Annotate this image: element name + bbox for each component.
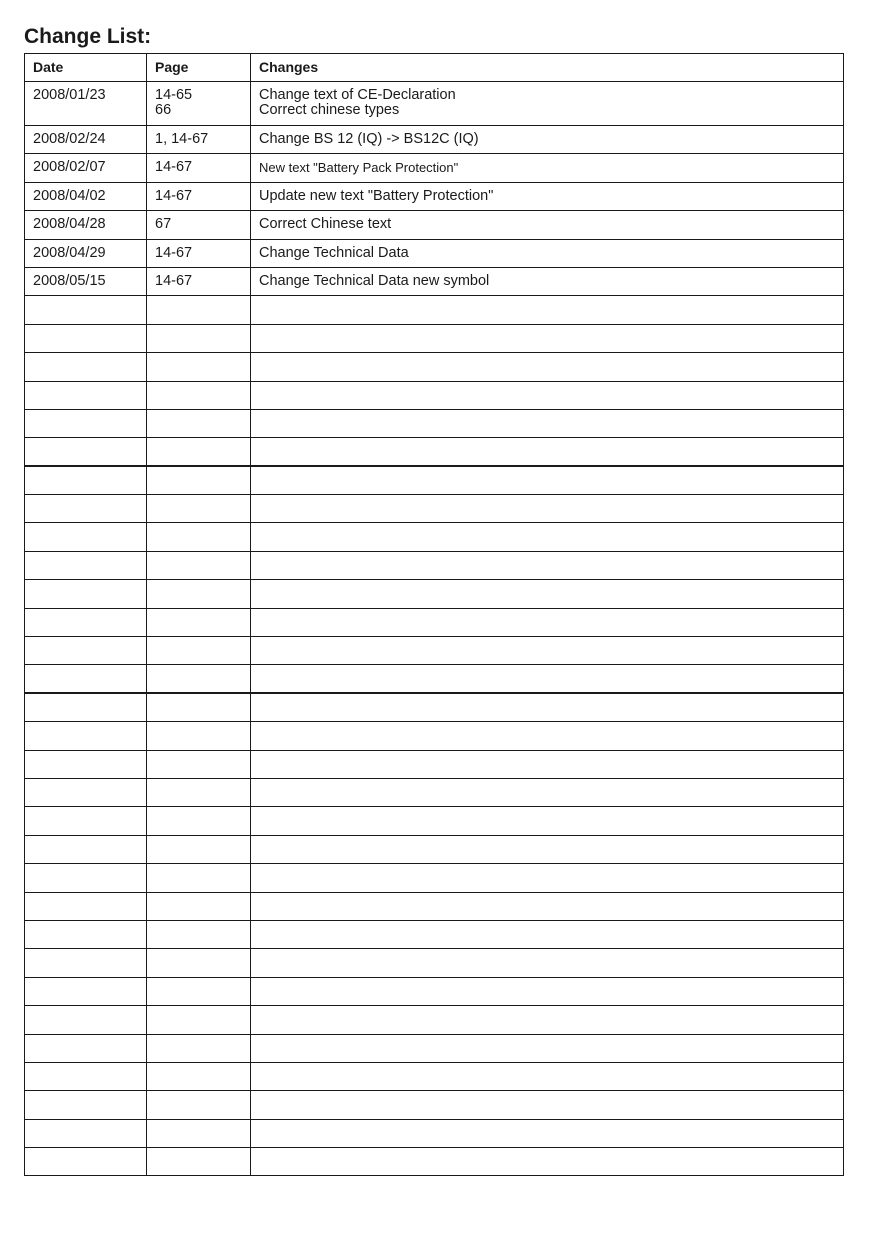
page-title: Change List: [24,25,152,48]
empty-table-row [25,1062,844,1090]
empty-table-row [25,296,844,324]
empty-table-row [25,381,844,409]
cell-page [147,1034,251,1062]
cell-changes: Update new text "Battery Protection" [251,182,844,210]
cell-changes [251,835,844,863]
cell-changes [251,353,844,381]
cell-date [25,381,147,409]
cell-changes [251,324,844,352]
empty-table-row [25,324,844,352]
table-header-row [25,54,844,82]
cell-changes [251,920,844,948]
cell-date [25,892,147,920]
cell-date [25,637,147,665]
cell-page [147,551,251,579]
cell-page: 14-67 [147,239,251,267]
empty-table-row [25,977,844,1005]
empty-table-row [25,438,844,466]
cell-changes [251,722,844,750]
cell-page [147,495,251,523]
cell-changes [251,693,844,721]
cell-page [147,722,251,750]
empty-table-row [25,920,844,948]
cell-changes [251,1119,844,1147]
cell-changes: New text "Battery Pack Protection" [251,154,844,182]
empty-table-row [25,551,844,579]
change-list-table [24,53,844,1176]
cell-date [25,551,147,579]
cell-page [147,438,251,466]
cell-date [25,608,147,636]
empty-table-row [25,637,844,665]
cell-page: 67 [147,211,251,239]
empty-table-row [25,778,844,806]
empty-table-row [25,807,844,835]
table-row [25,239,844,267]
empty-table-row [25,722,844,750]
cell-date [25,778,147,806]
cell-page: 14-67 [147,182,251,210]
cell-date [25,1119,147,1147]
empty-table-row [25,608,844,636]
empty-table-row [25,495,844,523]
empty-table-row [25,580,844,608]
cell-page [147,949,251,977]
cell-date [25,949,147,977]
column-header-changes: Changes [251,54,844,82]
cell-changes [251,977,844,1005]
cell-page [147,466,251,494]
cell-date [25,523,147,551]
cell-date [25,324,147,352]
cell-date [25,1034,147,1062]
cell-page [147,1119,251,1147]
cell-date [25,580,147,608]
cell-changes [251,495,844,523]
cell-changes [251,1091,844,1119]
cell-changes [251,580,844,608]
cell-page [147,637,251,665]
cell-page-line: 14-65 [155,87,193,103]
cell-changes: Change Technical Data [251,239,844,267]
cell-date [25,1148,147,1176]
cell-changes [251,892,844,920]
cell-changes [251,864,844,892]
cell-date [25,977,147,1005]
cell-page [147,807,251,835]
cell-page [147,523,251,551]
cell-changes [251,665,844,693]
cell-page [147,892,251,920]
cell-date [25,466,147,494]
empty-table-row [25,1006,844,1034]
cell-date [25,1091,147,1119]
cell-changes [251,778,844,806]
cell-page [147,409,251,437]
cell-page [147,977,251,1005]
empty-table-row [25,892,844,920]
cell-date: 2008/01/23 [25,82,147,126]
empty-table-row [25,1034,844,1062]
empty-table-row [25,949,844,977]
cell-date [25,296,147,324]
cell-page [147,82,251,126]
cell-date [25,835,147,863]
cell-page [147,1091,251,1119]
column-header-page: Page [147,54,251,82]
cell-date [25,807,147,835]
cell-page-line: 66 [155,102,172,118]
cell-date [25,920,147,948]
table-row [25,154,844,182]
cell-page [147,1062,251,1090]
cell-page [147,920,251,948]
table-row [25,182,844,210]
table-row [25,267,844,295]
cell-page: 14-67 [147,267,251,295]
cell-date: 2008/04/29 [25,239,147,267]
cell-changes [251,82,844,126]
cell-page [147,778,251,806]
cell-changes [251,637,844,665]
cell-date: 2008/05/15 [25,267,147,295]
cell-date [25,1006,147,1034]
empty-table-row [25,835,844,863]
cell-date [25,438,147,466]
cell-changes [251,438,844,466]
cell-page [147,750,251,778]
cell-changes [251,608,844,636]
cell-changes-line: Correct chinese types [259,102,400,118]
cell-changes [251,1034,844,1062]
cell-changes [251,750,844,778]
cell-date: 2008/04/28 [25,211,147,239]
empty-table-row [25,523,844,551]
cell-page [147,835,251,863]
empty-table-row [25,693,844,721]
empty-table-row [25,409,844,437]
cell-changes [251,409,844,437]
cell-changes [251,466,844,494]
empty-table-row [25,1148,844,1176]
cell-changes [251,1148,844,1176]
cell-date: 2008/04/02 [25,182,147,210]
cell-date [25,409,147,437]
cell-changes [251,1006,844,1034]
cell-date [25,1062,147,1090]
cell-changes: Change Technical Data new symbol [251,267,844,295]
cell-changes [251,523,844,551]
cell-date [25,665,147,693]
cell-changes [251,296,844,324]
cell-changes [251,381,844,409]
cell-date [25,750,147,778]
cell-page [147,864,251,892]
empty-table-row [25,1119,844,1147]
cell-date: 2008/02/24 [25,126,147,154]
cell-page [147,608,251,636]
cell-date [25,722,147,750]
cell-date: 2008/02/07 [25,154,147,182]
empty-table-row [25,750,844,778]
cell-date [25,693,147,721]
empty-table-row [25,466,844,494]
cell-changes [251,807,844,835]
empty-table-row [25,665,844,693]
cell-changes [251,949,844,977]
cell-page [147,665,251,693]
cell-changes [251,1062,844,1090]
cell-date [25,864,147,892]
cell-changes-line: Change text of CE-Declaration [259,87,456,103]
empty-table-row [25,864,844,892]
table-row [25,211,844,239]
column-header-date: Date [25,54,147,82]
cell-page [147,353,251,381]
cell-page [147,324,251,352]
cell-date [25,495,147,523]
cell-page [147,1148,251,1176]
empty-table-row [25,353,844,381]
cell-changes: Correct Chinese text [251,211,844,239]
cell-page [147,296,251,324]
cell-page [147,693,251,721]
cell-page [147,381,251,409]
table-row [25,82,844,126]
cell-page [147,1006,251,1034]
empty-table-row [25,1091,844,1119]
cell-changes [251,551,844,579]
cell-page [147,580,251,608]
cell-date [25,353,147,381]
cell-changes: Change BS 12 (IQ) -> BS12C (IQ) [251,126,844,154]
cell-page: 1, 14-67 [147,126,251,154]
table-row [25,126,844,154]
cell-page: 14-67 [147,154,251,182]
